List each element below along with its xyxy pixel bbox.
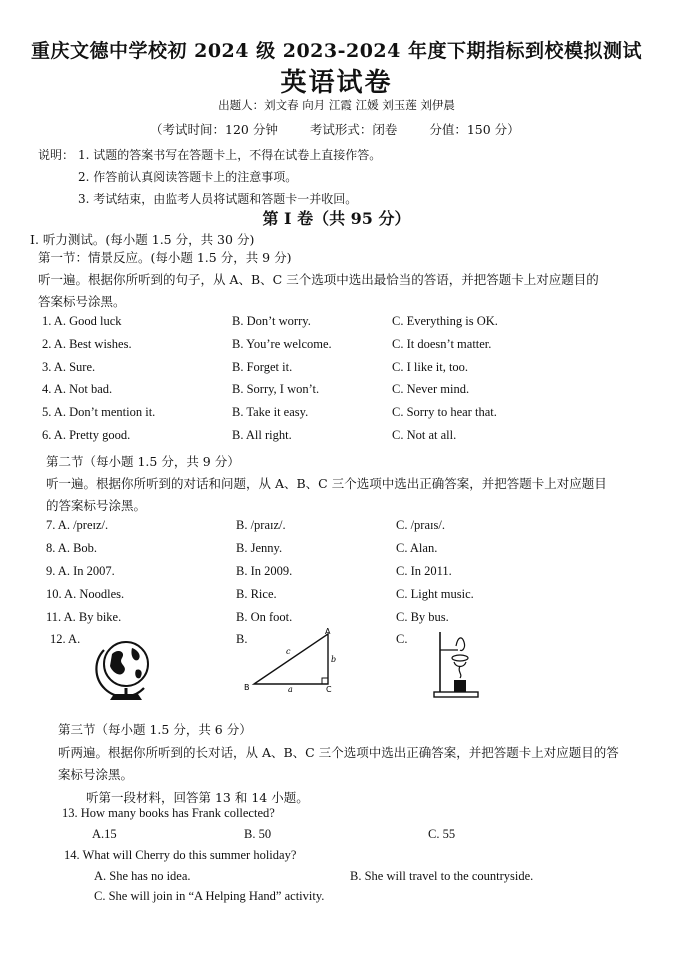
exam-time: （考试时间：120 分钟 [150, 122, 278, 137]
question-option: B. She will travel to the countryside. [350, 869, 534, 883]
sub-heading: 第一节：情景反应。(每小题 1.5 分，共 9 分) [38, 250, 292, 265]
question-option: C. /praɪs/. [396, 518, 445, 532]
question-option: B. Don’t worry. [232, 314, 311, 328]
exam-title: 重庆文德中学校初 2024 级 2023-2024 年度下期指标到校模拟测试 [31, 40, 642, 62]
globe-picture [92, 632, 162, 704]
question-option: 8. A. Bob. [46, 541, 98, 555]
exam-score: 分值：150 分） [429, 122, 520, 137]
question-option: C. Not at all. [392, 428, 457, 442]
question-option: B. [236, 632, 248, 646]
question-option: 2. A. Best wishes. [42, 337, 132, 351]
question-option: B. Sorry, I won’t. [232, 382, 320, 396]
question-option: 1. A. Good luck [42, 314, 122, 328]
sub-heading: 第三节（每小题 1.5 分，共 6 分） [58, 722, 252, 737]
question-option: B. Forget it. [232, 360, 293, 374]
question-option: C. She will join in “A Helping Hand” activity. [94, 889, 325, 903]
exam-notes [38, 144, 381, 210]
triangle-label: c [286, 647, 291, 656]
question-option: B. Take it easy. [232, 405, 309, 419]
triangle-picture [240, 628, 340, 694]
instruction: 的答案标号涂黑。 [46, 498, 147, 513]
note-item: 1. 试题的答案书写在答题卡上，不得在试卷上直接作答。 [78, 148, 382, 162]
triangle-label: b [331, 655, 337, 664]
triangle-label: a [288, 685, 293, 694]
question-option: C. Everything is OK. [392, 314, 498, 328]
question-option: C. 55 [428, 827, 456, 841]
exam-meta [150, 120, 548, 138]
notes-label: 说明： [38, 148, 75, 162]
question-option: B. Jenny. [236, 541, 283, 555]
question-option: B. 50 [244, 827, 272, 841]
question-stem: 13. How many books has Frank collected? [62, 806, 275, 820]
question-option: 11. A. By bike. [46, 610, 122, 624]
question-option: 4. A. Not bad. [42, 382, 113, 396]
question-option: A.15 [92, 827, 117, 841]
question-option: C. In 2011. [396, 564, 452, 578]
instruction: 听一遍。根据你所听到的句子，从 A、B、C 三个选项中选出最恰当的答语，并把答题卡上对应题目的 [38, 272, 599, 287]
instruction: 听两遍。根据你所听到的长对话，从 A、B、C 三个选项中选出正确答案，并把答题卡上对应题目的答 [58, 745, 619, 760]
question-option: 3. A. Sure. [42, 360, 96, 374]
question-option: 9. A. In 2007. [46, 564, 115, 578]
sub-heading: 第二节（每小题 1.5 分，共 9 分） [46, 454, 240, 469]
question-option: 6. A. Pretty good. [42, 428, 131, 442]
exam-subject: 英语试卷 [280, 68, 393, 98]
question-option: 7. A. /preɪz/. [46, 518, 109, 532]
question-option: C. It doesn’t matter. [392, 337, 492, 351]
triangle-label: B [244, 683, 250, 692]
question-stem: 14. What will Cherry do this summer holiday? [64, 848, 297, 862]
triangle-label: A [325, 628, 331, 636]
instruction: 答案标号涂黑。 [38, 294, 126, 309]
exam-authors: 出题人：刘文春 向月 江霞 江媛 刘玉莲 刘伊晨 [218, 98, 455, 112]
question-option: B. You’re welcome. [232, 337, 332, 351]
question-option: C. Never mind. [392, 382, 470, 396]
exam-form: 考试形式：闭卷 [309, 122, 398, 137]
question-option: C. By bus. [396, 610, 449, 624]
question-option: 12. A. [50, 632, 81, 646]
question-option: B. All right. [232, 428, 292, 442]
question-option: C. [396, 632, 408, 646]
triangle-label: C [326, 685, 332, 694]
instruction: 听一遍。根据你所听到的对话和问题，从 A、B、C 三个选项中选出正确答案，并把答题卡上对应题目 [46, 476, 607, 491]
question-option: C. I like it, too. [392, 360, 469, 374]
question-option: B. On foot. [236, 610, 293, 624]
question-option: B. In 2009. [236, 564, 293, 578]
note-item: 3. 考试结束，由监考人员将试题和答题卡一并收回。 [78, 192, 358, 206]
question-option: B. /praɪz/. [236, 518, 286, 532]
instruction: 案标号涂黑。 [58, 767, 134, 782]
question-option: A. She has no idea. [94, 869, 191, 883]
note-item: 2. 作答前认真阅读答题卡上的注意事项。 [78, 170, 298, 184]
question-option: 5. A. Don’t mention it. [42, 405, 156, 419]
question-option: 10. A. Noodles. [46, 587, 125, 601]
question-option: C. Alan. [396, 541, 438, 555]
question-option: C. Sorry to hear that. [392, 405, 497, 419]
section-heading: I. 听力测试。(每小题 1.5 分，共 30 分) [30, 232, 255, 247]
part-title: 第 I 卷（共 95 分） [262, 209, 411, 228]
question-option: C. Light music. [396, 587, 474, 601]
passage-note: 听第一段材料，回答第 13 和 14 小题。 [86, 790, 309, 805]
question-option: B. Rice. [236, 587, 277, 601]
lab-stand-picture [432, 628, 482, 700]
